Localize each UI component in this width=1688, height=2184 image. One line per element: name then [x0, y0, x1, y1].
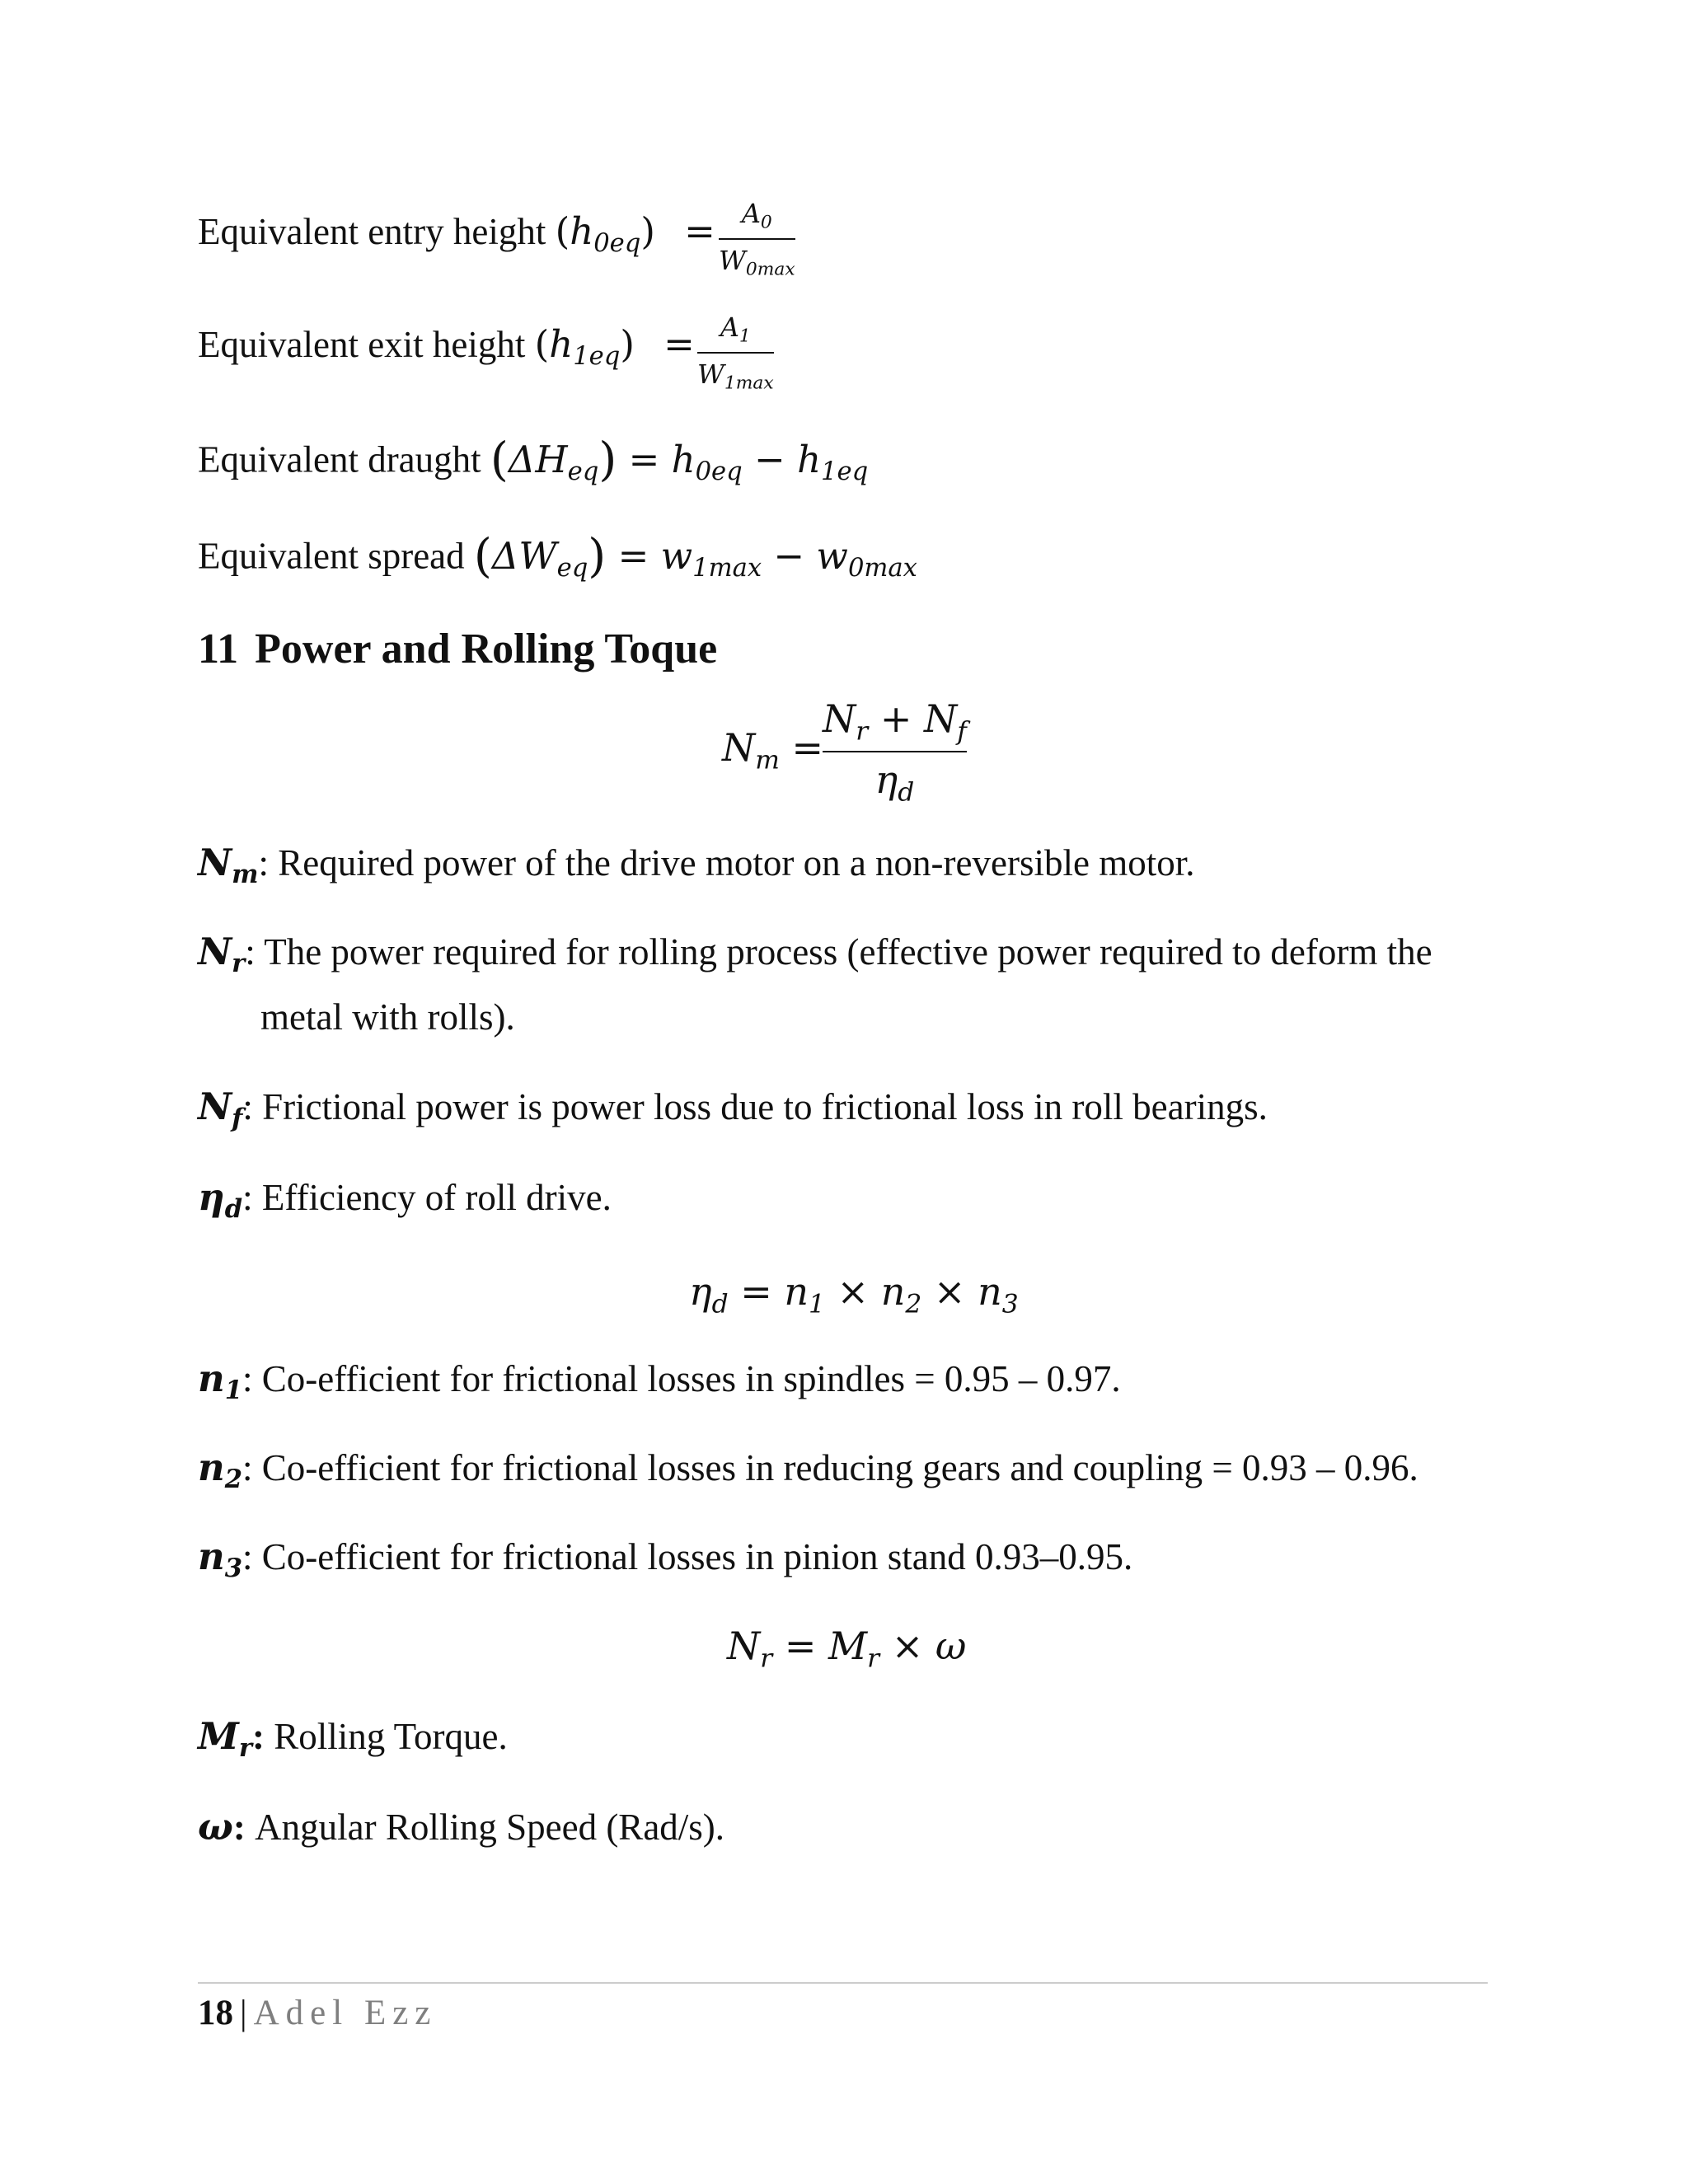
exit-height-label: Equivalent exit height — [198, 324, 526, 365]
footer-author: Adel Ezz — [253, 1994, 438, 2032]
def-mr: $M_r$: Rolling Torque. — [198, 1714, 508, 1764]
eta-formula: $\eta_d = n_1 \times n_2 \times n_3$ — [689, 1269, 1019, 1319]
entry-height-label: Equivalent entry height — [198, 211, 546, 252]
exit-height-fraction: $A_1$ $W_{1max}$ — [697, 312, 774, 394]
entry-height-fraction: $A_0$ $W_{0max}$ — [719, 198, 795, 280]
nr-formula: $N_r = M_r \times \omega$ — [727, 1624, 967, 1674]
def-nr-continued: metal with rolls). — [260, 996, 515, 1038]
nm-formula-lhs: $N_m$ = — [722, 725, 824, 776]
def-omega: ω: Angular Rolling Speed (Rad/s). — [198, 1805, 725, 1849]
section-heading — [198, 625, 717, 673]
draught-equation: Equivalent draught $(\Delta H_{eq}) = h_{0eq} - h_{1eq}$ — [198, 433, 869, 486]
coef-n2: $n_2$: Co-efficient for frictional losses in reducing gears and coupling = 0.93 – 0.96. — [198, 1446, 1418, 1495]
def-nr: $N_r$: The power required for rolling process (effective power required to deform the — [198, 930, 1432, 979]
coef-n1: $n_1$: Co-efficient for frictional losses in spindles = 0.95 – 0.97. — [198, 1357, 1121, 1406]
spread-equation: Equivalent spread $(\Delta W_{eq}) = w_{1max} - w_{0max}$ — [198, 529, 917, 583]
def-nm: $N_m$: Required power of the drive motor on a non-reversible motor. — [198, 841, 1195, 890]
nm-formula-fraction: $N_r + N_f$ $\eta_d$ — [823, 696, 967, 808]
exit-height-equation: Equivalent exit height $(h_{1eq})$ = — [198, 322, 695, 372]
page-number: 18 — [198, 1994, 233, 2032]
spread-label: Equivalent spread — [198, 535, 465, 577]
draught-label: Equivalent draught — [198, 438, 481, 480]
def-eta: $\eta_d$: Efficiency of roll drive. — [198, 1175, 612, 1225]
def-nf: $N_f$: Frictional power is power loss due to frictional loss in roll bearings. — [198, 1085, 1268, 1134]
coef-n3: $n_3$: Co-efficient for frictional losses in pinion stand 0.93–0.95. — [198, 1535, 1133, 1584]
section-title: Power and Rolling Toque — [255, 626, 718, 673]
footer-rule — [198, 1982, 1488, 1984]
page-footer: 18 | Adel Ezz — [198, 1994, 438, 2032]
entry-height-equation: Equivalent entry height $(h_{0eq})$ = — [198, 209, 715, 259]
section-number: 11 — [198, 626, 239, 673]
